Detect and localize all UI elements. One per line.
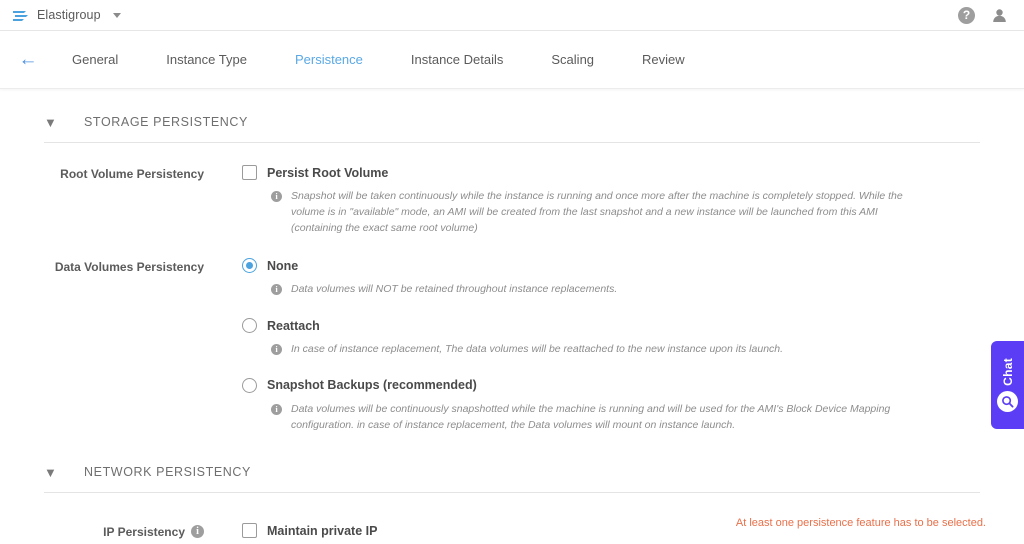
top-bar-actions [958, 7, 1012, 24]
data-volumes-persistency-label: Data Volumes Persistency [54, 260, 204, 275]
chevron-down-icon[interactable]: ▼ [44, 114, 57, 130]
root-volume-persistency-label: Root Volume Persistency [60, 167, 204, 181]
back-button[interactable]: ← [18, 48, 38, 70]
maintain-private-ip-checkbox[interactable] [242, 523, 257, 538]
elastigroup-logo-icon [12, 8, 29, 23]
data-volumes-none-hint-text: Data volumes will NOT be retained throughout instance replacements. [291, 283, 618, 296]
network-persistency-title: NETWORK PERSISTENCY [84, 465, 251, 480]
persist-root-volume-hint-text: Snapshot will be taken continuously while the instance is running and once more after the machine is completely stopped. While the volume is in "available" mode, an AMI will be created from the last snapshot and a new instance will be launched from this AMI (containing the exact same root volume) [291, 190, 903, 234]
data-volumes-none-label: None [267, 258, 299, 273]
ip-persistency-label: IP Persistency [103, 525, 185, 540]
data-volumes-reattach-hint [242, 342, 974, 358]
persist-root-volume-label: Persist Root Volume [267, 165, 389, 180]
data-volumes-none-row[interactable] [242, 258, 974, 273]
data-volumes-reattach-row[interactable] [242, 318, 974, 333]
chat-search-icon [997, 391, 1018, 412]
chevron-down-icon[interactable]: ▼ [44, 464, 57, 480]
root-volume-persistency-row [0, 143, 1024, 236]
root-volume-persistency-body [242, 165, 1024, 236]
brand-name: Elastigroup [37, 8, 101, 22]
info-icon[interactable]: i [191, 525, 204, 538]
network-persistency-section-header [0, 433, 1024, 479]
account-icon[interactable] [991, 7, 1008, 24]
data-volumes-option-reattach [242, 318, 974, 358]
wizard-steps-nav [0, 31, 1024, 89]
brand-menu[interactable] [12, 8, 121, 23]
tab-review[interactable]: Review [642, 52, 685, 67]
data-volumes-none-radio[interactable] [242, 258, 257, 273]
data-volumes-persistency-row [0, 236, 1024, 433]
data-volumes-snapshot-row[interactable] [242, 378, 974, 393]
data-volumes-option-snapshot-backups [242, 378, 974, 434]
maintain-private-ip-label: Maintain private IP [267, 523, 378, 538]
persist-root-volume-hint [242, 189, 974, 236]
info-icon: i [271, 404, 282, 415]
data-volumes-snapshot-label: Snapshot Backups (recommended) [267, 378, 477, 393]
data-volumes-persistency-body [242, 258, 1024, 433]
data-volumes-reattach-radio[interactable] [242, 318, 257, 333]
steps-list [56, 52, 717, 67]
persistence-form [0, 89, 1024, 543]
tab-scaling[interactable]: Scaling [551, 52, 595, 67]
validation-error-message: At least one persistence feature has to be selected. [735, 517, 986, 529]
help-icon[interactable]: ? [958, 7, 975, 24]
info-icon: i [271, 344, 282, 355]
tab-instance-type[interactable]: Instance Type [166, 52, 247, 67]
data-volumes-option-none [242, 258, 974, 298]
data-volumes-snapshot-radio[interactable] [242, 378, 257, 393]
info-icon: i [271, 191, 282, 202]
data-volumes-reattach-label: Reattach [267, 318, 320, 333]
persist-root-volume-checkbox[interactable] [242, 165, 257, 180]
tab-instance-details[interactable]: Instance Details [410, 52, 504, 67]
data-volumes-snapshot-hint [242, 402, 974, 434]
info-icon: i [271, 284, 282, 295]
data-volumes-snapshot-hint-text: Data volumes will be continuously snapshotted while the machine is running and will be used for the AMI's Block Device Mapping configuration. in case of instance replacement, the Data volumes will mount on instance launch. [291, 402, 891, 431]
tab-general[interactable]: General [72, 52, 119, 67]
data-volumes-none-hint [242, 282, 974, 298]
chat-label: Chat [1000, 357, 1015, 386]
storage-persistency-title: STORAGE PERSISTENCY [84, 115, 248, 129]
storage-persistency-section-header [0, 89, 1024, 129]
data-volumes-reattach-hint-text: In case of instance replacement, The data volumes will be reattached to the new instance upon its launch. [291, 343, 784, 355]
tab-persistence[interactable]: Persistence [294, 52, 363, 67]
chevron-down-icon[interactable] [113, 13, 121, 18]
persist-root-volume-option[interactable] [242, 165, 974, 180]
chat-tab[interactable] [991, 341, 1024, 429]
top-bar [0, 0, 1024, 31]
ip-persistency-label-wrap [0, 523, 242, 539]
